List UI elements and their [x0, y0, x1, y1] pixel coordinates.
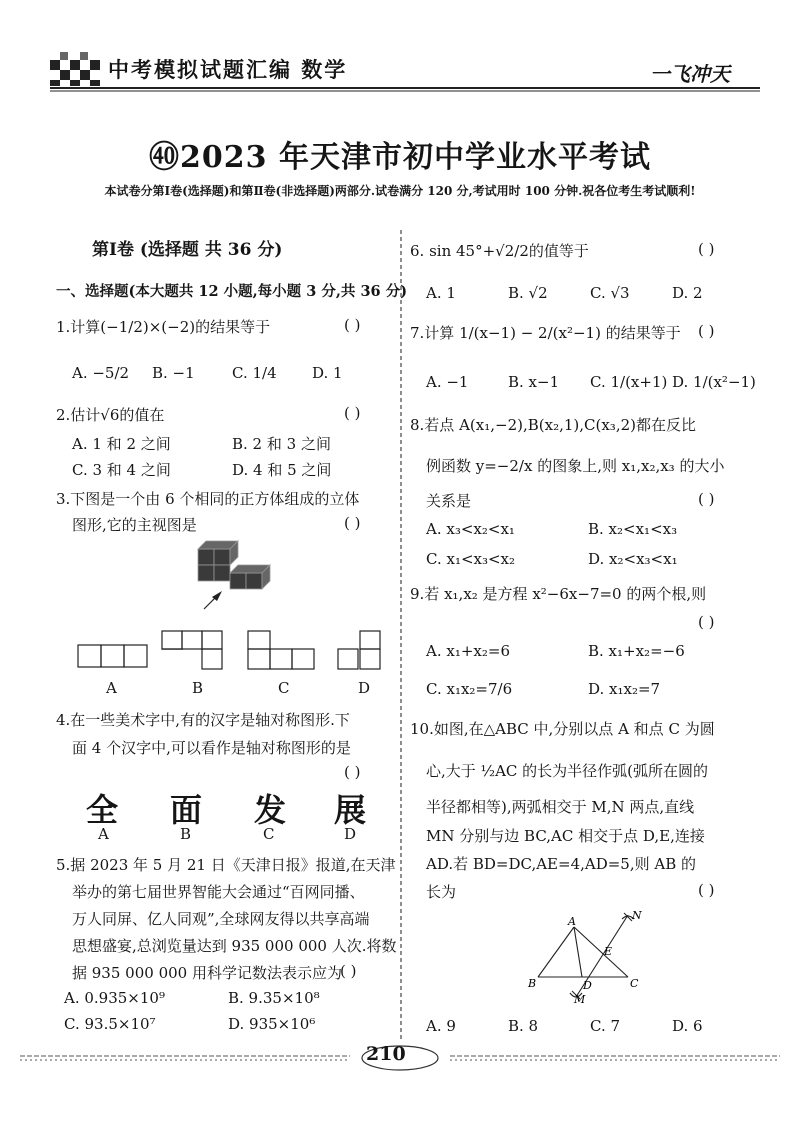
- q4-char-a: 全: [86, 791, 119, 829]
- q4-char-c: 发: [254, 791, 287, 829]
- q1-option-b: B. −1: [152, 364, 195, 382]
- q3-label-d: D: [358, 679, 371, 697]
- q5-option-a: A. 0.935×10⁹: [64, 989, 165, 1007]
- q9-paren: ( ): [698, 613, 715, 631]
- q1-paren: ( ): [344, 316, 361, 334]
- q10-geometry-figure: [520, 905, 650, 1005]
- q3-line2: 图形,它的主视图是: [72, 516, 197, 534]
- q10-option-d: D. 6: [672, 1017, 703, 1035]
- fig-label-d: D: [583, 979, 592, 992]
- section-title: 一、选择题(本大题共 12 小题,每小题 3 分,共 36 分): [56, 283, 408, 300]
- q2-option-a: A. 1 和 2 之间: [72, 435, 171, 453]
- fig-label-b: B: [528, 977, 537, 990]
- q4-line1: 4.在一些美术字中,有的汉字是轴对称图形.下: [56, 711, 350, 729]
- q5-option-d: D. 935×10⁶: [228, 1015, 316, 1033]
- q10-option-c: C. 7: [590, 1017, 621, 1035]
- q4-char-b: 面: [170, 791, 203, 829]
- q6-paren: ( ): [698, 240, 715, 258]
- q6-stem: 6. sin 45°+√2/2的值等于: [410, 242, 589, 260]
- q1-stem: 1.计算(−1/2)×(−2)的结果等于: [56, 318, 271, 336]
- q5-paren: ( ): [340, 962, 357, 980]
- q4-label-b: B: [180, 825, 192, 843]
- q5-line5: 据 935 000 000 用科学记数法表示应为: [72, 964, 342, 982]
- q1-option-c: C. 1/4: [232, 364, 277, 382]
- fig-label-n: N: [632, 909, 642, 922]
- part1-title: 第Ⅰ卷 (选择题 共 36 分): [92, 240, 283, 260]
- q7-option-d: D. 1/(x²−1): [672, 373, 756, 391]
- q5-line4: 思想盛宴,总浏览量达到 935 000 000 人次.将数: [72, 937, 397, 955]
- q4-paren: ( ): [344, 763, 361, 781]
- fig-label-m: M: [574, 993, 586, 1005]
- q6-option-d: D. 2: [672, 284, 703, 302]
- q7-option-b: B. x−1: [508, 373, 560, 391]
- q3-label-b: B: [192, 679, 204, 697]
- fig-label-c: C: [630, 977, 639, 990]
- q5-option-c: C. 93.5×10⁷: [64, 1015, 156, 1033]
- q6-option-b: B. √2: [508, 284, 548, 302]
- q7-paren: ( ): [698, 322, 715, 340]
- q2-option-b: B. 2 和 3 之间: [232, 435, 331, 453]
- q6-option-a: A. 1: [426, 284, 456, 302]
- q5-option-b: B. 9.35×10⁸: [228, 989, 320, 1007]
- q3-paren: ( ): [344, 514, 361, 532]
- brand-text: 一飞冲天: [650, 62, 730, 86]
- exam-note: 本试卷分第Ⅰ卷(选择题)和第Ⅱ卷(非选择题)两部分.试卷满分 120 分,考试用时 100 分钟.祝各位考生考试顺利!: [104, 184, 696, 198]
- q8-option-a: A. x₃<x₂<x₁: [426, 520, 515, 538]
- fig-label-a: A: [568, 915, 576, 928]
- q9-option-d: D. x₁x₂=7: [588, 680, 661, 698]
- q10-line5: AD.若 BD=DC,AE=4,AD=5,则 AB 的: [426, 855, 697, 873]
- q2-paren: ( ): [344, 404, 361, 422]
- q4-char-d: 展: [334, 791, 367, 829]
- q1-option-a: A. −5/2: [72, 364, 130, 382]
- q10-line3: 半径都相等),两弧相交于 M,N 两点,直线: [426, 798, 695, 816]
- q3-label-a: A: [106, 679, 117, 697]
- q9-option-b: B. x₁+x₂=−6: [588, 642, 685, 660]
- page-number: 210: [366, 1043, 406, 1065]
- q8-paren: ( ): [698, 490, 715, 508]
- q1-option-d: D. 1: [312, 364, 343, 382]
- q9-stem: 9.若 x₁,x₂ 是方程 x²−6x−7=0 的两个根,则: [410, 585, 707, 603]
- q4-label-a: A: [98, 825, 109, 843]
- q10-line1: 10.如图,在△ABC 中,分别以点 A 和点 C 为圆: [410, 720, 715, 738]
- q4-line2: 面 4 个汉字中,可以看作是轴对称图形的是: [72, 739, 351, 757]
- q4-label-c: C: [263, 825, 275, 843]
- q2-stem: 2.估计√6的值在: [56, 406, 165, 424]
- q8-line3: 关系是: [426, 492, 472, 510]
- q3-cube-figure: [190, 535, 280, 615]
- q3-line1: 3.下图是一个由 6 个相同的正方体组成的立体: [56, 490, 360, 508]
- q9-option-c: C. x₁x₂=7/6: [426, 680, 513, 698]
- q10-line2: 心,大于 ½AC 的长为半径作弧(弧所在圆的: [426, 762, 709, 780]
- q7-option-a: A. −1: [426, 373, 469, 391]
- q8-option-c: C. x₁<x₃<x₂: [426, 550, 516, 568]
- q5-line1: 5.据 2023 年 5 月 21 日《天津日报》报道,在天津: [56, 856, 396, 874]
- q6-option-c: C. √3: [590, 284, 630, 302]
- q10-line4: MN 分别与边 BC,AC 相交于点 D,E,连接: [426, 827, 705, 845]
- fig-label-e: E: [604, 945, 613, 958]
- series-title: 中考模拟试题汇编 数学: [108, 57, 348, 82]
- q2-option-c: C. 3 和 4 之间: [72, 461, 171, 479]
- q7-stem: 7.计算 1/(x−1) − 2/(x²−1) 的结果等于: [410, 324, 681, 342]
- q8-option-d: D. x₂<x₃<x₁: [588, 550, 678, 568]
- q10-option-a: A. 9: [426, 1017, 456, 1035]
- q5-line3: 万人同屏、亿人同观”,全球网友得以共享高端: [72, 910, 370, 928]
- q3-label-c: C: [278, 679, 290, 697]
- q8-option-b: B. x₂<x₁<x₃: [588, 520, 678, 538]
- q8-line2: 例函数 y=−2/x 的图象上,则 x₁,x₂,x₃ 的大小: [426, 457, 725, 475]
- q8-line1: 8.若点 A(x₁,−2),B(x₂,1),C(x₃,2)都在反比: [410, 416, 696, 434]
- q3-option-views: [70, 625, 400, 675]
- exam-title: ㊵2023 年天津市初中学业水平考试: [149, 140, 651, 175]
- q2-option-d: D. 4 和 5 之间: [232, 461, 332, 479]
- q10-line6: 长为: [426, 883, 457, 901]
- q7-option-c: C. 1/(x+1): [590, 373, 668, 391]
- q4-label-d: D: [344, 825, 357, 843]
- q9-option-a: A. x₁+x₂=6: [426, 642, 510, 660]
- q10-option-b: B. 8: [508, 1017, 539, 1035]
- q10-paren: ( ): [698, 881, 715, 899]
- q5-line2: 举办的第七届世界智能大会通过“百网同播、: [72, 883, 365, 901]
